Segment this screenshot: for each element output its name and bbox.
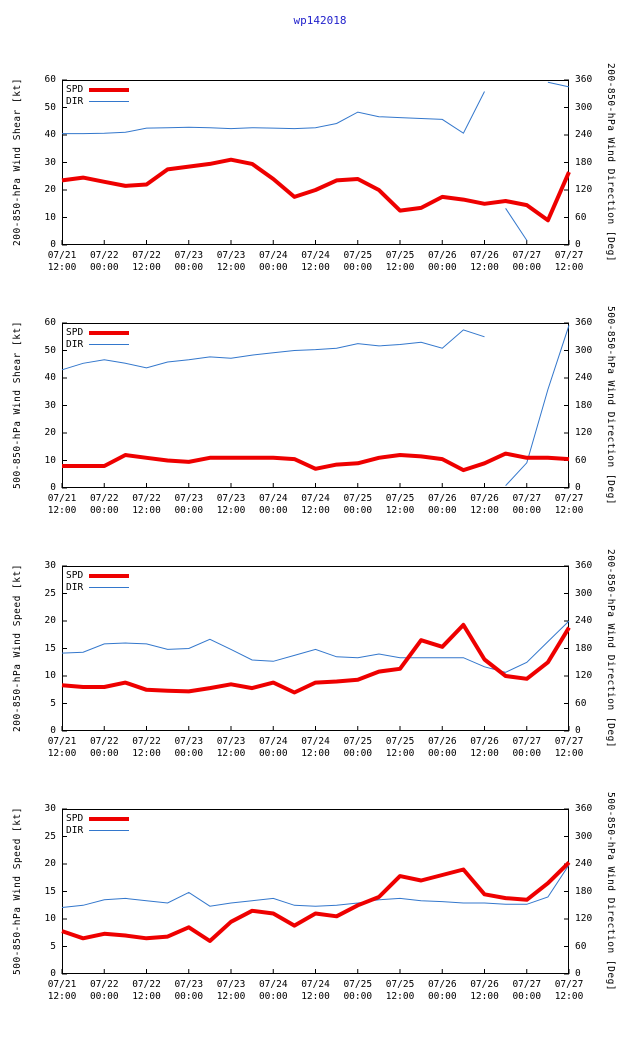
y-tick-left: 20 <box>44 427 56 438</box>
y-tick-left: 25 <box>44 587 56 599</box>
y-tick-right: 300 <box>575 587 593 599</box>
x-tick-label: 07/27 00:00 <box>512 250 542 273</box>
x-tick-label: 07/23 12:00 <box>216 493 246 516</box>
x-tick-label: 07/25 00:00 <box>343 736 373 759</box>
x-tick-label: 07/24 00:00 <box>258 250 288 273</box>
x-tick-label: 07/22 12:00 <box>132 493 161 516</box>
x-tick-label: 07/27 12:00 <box>554 736 584 759</box>
spd-series-line <box>62 625 569 693</box>
y-axis-label-left: 500-850-hPa Wind Shear [kt] <box>12 321 23 490</box>
legend <box>66 84 129 108</box>
x-tick-label: 07/26 00:00 <box>427 979 457 1002</box>
y-tick-right: 120 <box>575 913 593 924</box>
legend-item-dir <box>66 582 129 594</box>
y-tick-left: 30 <box>44 560 56 571</box>
y-tick-right: 240 <box>575 129 593 140</box>
y-axis-label-right: 500-850-hPa Wind Direction [Deg] <box>605 791 616 992</box>
x-tick-label: 07/23 12:00 <box>216 250 246 273</box>
y-tick-right: 180 <box>575 642 593 654</box>
x-tick-label: 07/27 00:00 <box>512 493 542 516</box>
x-tick-label: 07/26 00:00 <box>427 250 457 273</box>
y-tick-right: 300 <box>575 344 593 356</box>
x-tick-label: 07/24 12:00 <box>301 493 330 516</box>
y-tick-left: 30 <box>44 803 56 814</box>
x-tick-label: 07/25 12:00 <box>385 736 415 759</box>
x-tick-label: 07/21 12:00 <box>47 736 77 759</box>
legend-item-dir <box>66 825 129 837</box>
y-tick-left: 15 <box>44 885 56 897</box>
legend-label-dir: DIR <box>66 339 84 350</box>
y-tick-right: 300 <box>575 101 593 113</box>
x-tick-label: 07/23 00:00 <box>174 250 204 273</box>
x-tick-label: 07/26 12:00 <box>470 493 499 516</box>
x-tick-label: 07/26 00:00 <box>427 493 457 516</box>
panel-1 <box>0 303 640 543</box>
y-tick-right: 360 <box>575 803 593 814</box>
legend-swatch-dir <box>89 587 129 588</box>
y-tick-right: 120 <box>575 670 593 681</box>
y-axis-label-right: 500-850-hPa Wind Direction [Deg] <box>605 305 616 506</box>
panel-0 <box>0 60 640 300</box>
y-tick-left: 25 <box>44 830 56 842</box>
y-tick-left: 10 <box>44 913 56 924</box>
legend-item-spd <box>66 570 129 582</box>
y-tick-left: 5 <box>50 697 56 709</box>
panel-3 <box>0 789 640 1029</box>
y-axis-label-left: 200-850-hPa Wind Shear [kt] <box>12 78 23 247</box>
y-tick-left: 50 <box>44 101 56 113</box>
page-title: wp142018 <box>293 14 347 27</box>
y-tick-left: 10 <box>44 454 56 466</box>
y-tick-left: 20 <box>44 184 56 195</box>
legend-swatch-spd <box>89 817 129 821</box>
legend-item-dir <box>66 339 129 351</box>
x-tick-label: 07/24 12:00 <box>301 736 330 759</box>
x-tick-label: 07/27 00:00 <box>512 979 542 1002</box>
panel-2 <box>0 546 640 786</box>
y-tick-right: 120 <box>575 427 593 438</box>
spd-series-line <box>62 160 569 221</box>
y-axis-label-left: 200-850-hPa Wind Speed [kt] <box>12 564 23 733</box>
x-tick-label: 07/21 12:00 <box>47 250 77 273</box>
x-tick-label: 07/26 12:00 <box>470 979 499 1002</box>
legend-item-spd <box>66 84 129 96</box>
legend-item-dir <box>66 96 129 108</box>
x-tick-label: 07/24 12:00 <box>301 979 330 1002</box>
y-tick-left: 20 <box>44 615 56 626</box>
y-tick-left: 0 <box>50 482 56 493</box>
y-tick-left: 30 <box>44 399 56 411</box>
y-tick-left: 60 <box>44 317 56 328</box>
legend <box>66 327 129 351</box>
y-tick-right: 60 <box>575 940 587 952</box>
y-tick-right: 60 <box>575 697 587 709</box>
x-tick-label: 07/26 00:00 <box>427 736 457 759</box>
y-tick-right: 240 <box>575 858 593 869</box>
legend-label-dir: DIR <box>66 96 84 107</box>
dir-series-line <box>62 865 569 908</box>
y-tick-right: 60 <box>575 454 587 466</box>
x-tick-label: 07/21 12:00 <box>47 493 77 516</box>
x-tick-label: 07/25 00:00 <box>343 979 373 1002</box>
y-tick-right: 360 <box>575 74 593 85</box>
legend-swatch-spd <box>89 88 129 92</box>
legend-label-spd: SPD <box>66 327 84 338</box>
x-tick-label: 07/21 12:00 <box>47 979 77 1002</box>
y-tick-left: 0 <box>50 725 56 736</box>
y-axis-label-right: 200-850-hPa Wind Direction [Deg] <box>605 548 616 749</box>
x-tick-label: 07/26 12:00 <box>470 736 499 759</box>
x-tick-label: 07/24 12:00 <box>301 250 330 273</box>
x-tick-label: 07/27 00:00 <box>512 736 542 759</box>
legend <box>66 570 129 594</box>
y-tick-left: 0 <box>50 968 56 979</box>
y-tick-right: 360 <box>575 317 593 328</box>
x-tick-label: 07/24 00:00 <box>258 736 288 759</box>
x-tick-label: 07/25 00:00 <box>343 493 373 516</box>
x-tick-label: 07/23 12:00 <box>216 736 246 759</box>
y-tick-left: 0 <box>50 239 56 250</box>
x-tick-label: 07/23 00:00 <box>174 979 204 1002</box>
x-tick-label: 07/27 12:00 <box>554 250 584 273</box>
x-tick-label: 07/22 12:00 <box>132 736 161 759</box>
legend-swatch-dir <box>89 344 129 345</box>
y-tick-right: 0 <box>575 482 581 493</box>
legend-swatch-spd <box>89 331 129 335</box>
legend-label-spd: SPD <box>66 570 84 581</box>
y-tick-right: 60 <box>575 211 587 223</box>
y-tick-right: 180 <box>575 156 593 168</box>
y-tick-left: 30 <box>44 156 56 168</box>
legend-swatch-dir <box>89 101 129 102</box>
y-tick-left: 40 <box>44 129 56 140</box>
spd-series-line <box>62 454 569 471</box>
x-tick-label: 07/22 12:00 <box>132 979 161 1002</box>
y-tick-right: 0 <box>575 968 581 979</box>
y-tick-right: 180 <box>575 399 593 411</box>
y-tick-right: 0 <box>575 239 581 250</box>
legend-swatch-dir <box>89 830 129 831</box>
x-tick-label: 07/27 12:00 <box>554 979 584 1002</box>
y-tick-left: 20 <box>44 858 56 869</box>
x-tick-label: 07/23 00:00 <box>174 493 204 516</box>
dir-series-line <box>506 325 569 485</box>
x-tick-label: 07/22 00:00 <box>89 493 119 516</box>
y-tick-right: 360 <box>575 560 593 571</box>
x-tick-label: 07/24 00:00 <box>258 979 288 1002</box>
legend-label-spd: SPD <box>66 84 84 95</box>
y-tick-left: 10 <box>44 670 56 681</box>
y-axis-label-right: 200-850-hPa Wind Direction [Deg] <box>605 62 616 263</box>
legend <box>66 813 129 837</box>
x-tick-label: 07/23 12:00 <box>216 979 246 1002</box>
x-tick-label: 07/24 00:00 <box>258 493 288 516</box>
y-tick-right: 240 <box>575 372 593 383</box>
legend-label-dir: DIR <box>66 825 84 836</box>
y-tick-left: 50 <box>44 344 56 356</box>
y-tick-right: 120 <box>575 184 593 195</box>
x-tick-label: 07/23 00:00 <box>174 736 204 759</box>
legend-label-spd: SPD <box>66 813 84 824</box>
x-tick-label: 07/25 12:00 <box>385 979 415 1002</box>
y-tick-left: 10 <box>44 211 56 223</box>
y-tick-left: 40 <box>44 372 56 383</box>
x-tick-label: 07/26 12:00 <box>470 250 499 273</box>
y-tick-right: 180 <box>575 885 593 897</box>
legend-label-dir: DIR <box>66 582 84 593</box>
y-tick-right: 240 <box>575 615 593 626</box>
spd-series-line <box>62 862 569 941</box>
x-tick-label: 07/27 12:00 <box>554 493 584 516</box>
y-tick-left: 15 <box>44 642 56 654</box>
x-tick-label: 07/22 00:00 <box>89 250 119 273</box>
x-tick-label: 07/25 12:00 <box>385 250 415 273</box>
y-axis-label-left: 500-850-hPa Wind Speed [kt] <box>12 807 23 976</box>
x-tick-label: 07/25 00:00 <box>343 250 373 273</box>
dir-series-line <box>506 208 527 240</box>
y-tick-right: 300 <box>575 830 593 842</box>
y-tick-left: 5 <box>50 940 56 952</box>
x-tick-label: 07/22 12:00 <box>132 250 161 273</box>
dir-series-line <box>548 82 569 87</box>
legend-swatch-spd <box>89 574 129 578</box>
legend-item-spd <box>66 813 129 825</box>
x-tick-label: 07/25 12:00 <box>385 493 415 516</box>
y-tick-left: 60 <box>44 74 56 85</box>
y-tick-right: 0 <box>575 725 581 736</box>
x-tick-label: 07/22 00:00 <box>89 736 119 759</box>
x-tick-label: 07/22 00:00 <box>89 979 119 1002</box>
legend-item-spd <box>66 327 129 339</box>
